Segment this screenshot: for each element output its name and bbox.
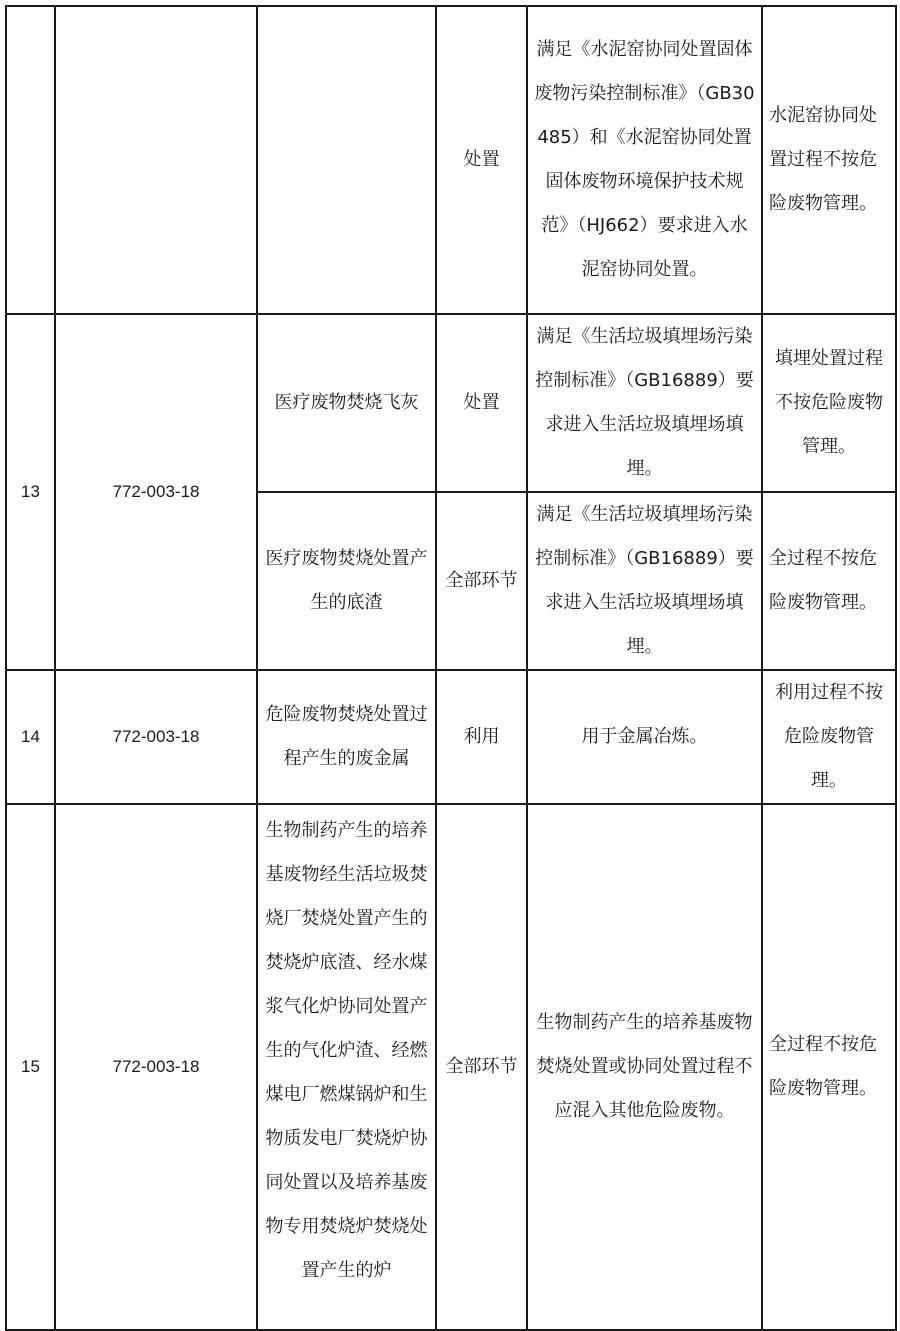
waste-code-cell: 772-003-18 xyxy=(55,670,257,804)
exemption-cell: 利用过程不按危险废物管理。 xyxy=(762,670,896,804)
row-index-cell: 15 xyxy=(6,804,55,1330)
waste-code-cell xyxy=(55,6,257,314)
waste-name-cell: 医疗废物焚烧处置产生的底渣 xyxy=(257,492,436,670)
waste-code-cell: 772-003-18 xyxy=(55,804,257,1330)
stage-cell: 利用 xyxy=(436,670,527,804)
waste-name-cell: 危险废物焚烧处置过程产生的废金属 xyxy=(257,670,436,804)
waste-name-cell xyxy=(257,6,436,314)
waste-code-cell: 772-003-18 xyxy=(55,314,257,670)
waste-name-cell: 医疗废物焚烧飞灰 xyxy=(257,314,436,492)
condition-cell: 用于金属冶炼。 xyxy=(527,670,762,804)
exemption-cell: 填埋处置过程不按危险废物管理。 xyxy=(762,314,896,492)
stage-cell: 处置 xyxy=(436,6,527,314)
stage-cell: 全部环节 xyxy=(436,492,527,670)
row-index-cell xyxy=(6,6,55,314)
row-index-cell: 14 xyxy=(6,670,55,804)
table-row xyxy=(6,6,896,314)
condition-cell: 生物制药产生的培养基废物焚烧处置或协同处置过程不应混入其他危险废物。 xyxy=(527,804,762,1330)
waste-name-cell: 生物制药产生的培养基废物经生活垃圾焚烧厂焚烧处置产生的焚烧炉底渣、经水煤浆气化炉协同处置产生的气化炉渣、经燃煤电厂燃煤锅炉和生物质发电厂焚烧炉协同处置以及培养基废物专用焚烧炉焚烧处置产生的炉 xyxy=(257,804,436,1330)
condition-cell: 满足《生活垃圾填埋场污染控制标准》（GB16889）要求进入生活垃圾填埋场填埋。 xyxy=(527,314,762,492)
stage-cell: 全部环节 xyxy=(436,804,527,1330)
table-row xyxy=(6,670,896,804)
condition-cell: 满足《水泥窑协同处置固体废物污染控制标准》（GB30485）和《水泥窑协同处置固体废物环境保护技术规范》（HJ662）要求进入水泥窑协同处置。 xyxy=(527,6,762,314)
row-index-cell: 13 xyxy=(6,314,55,670)
table-row xyxy=(6,314,896,492)
stage-cell: 处置 xyxy=(436,314,527,492)
table-row xyxy=(6,804,896,1330)
condition-cell: 满足《生活垃圾填埋场污染控制标准》（GB16889）要求进入生活垃圾填埋场填埋。 xyxy=(527,492,762,670)
exemption-cell: 全过程不按危险废物管理。 xyxy=(762,804,896,1330)
exemption-cell: 全过程不按危险废物管理。 xyxy=(762,492,896,670)
waste-exemption-table xyxy=(5,5,897,1331)
exemption-cell: 水泥窑协同处置过程不按危险废物管理。 xyxy=(762,6,896,314)
